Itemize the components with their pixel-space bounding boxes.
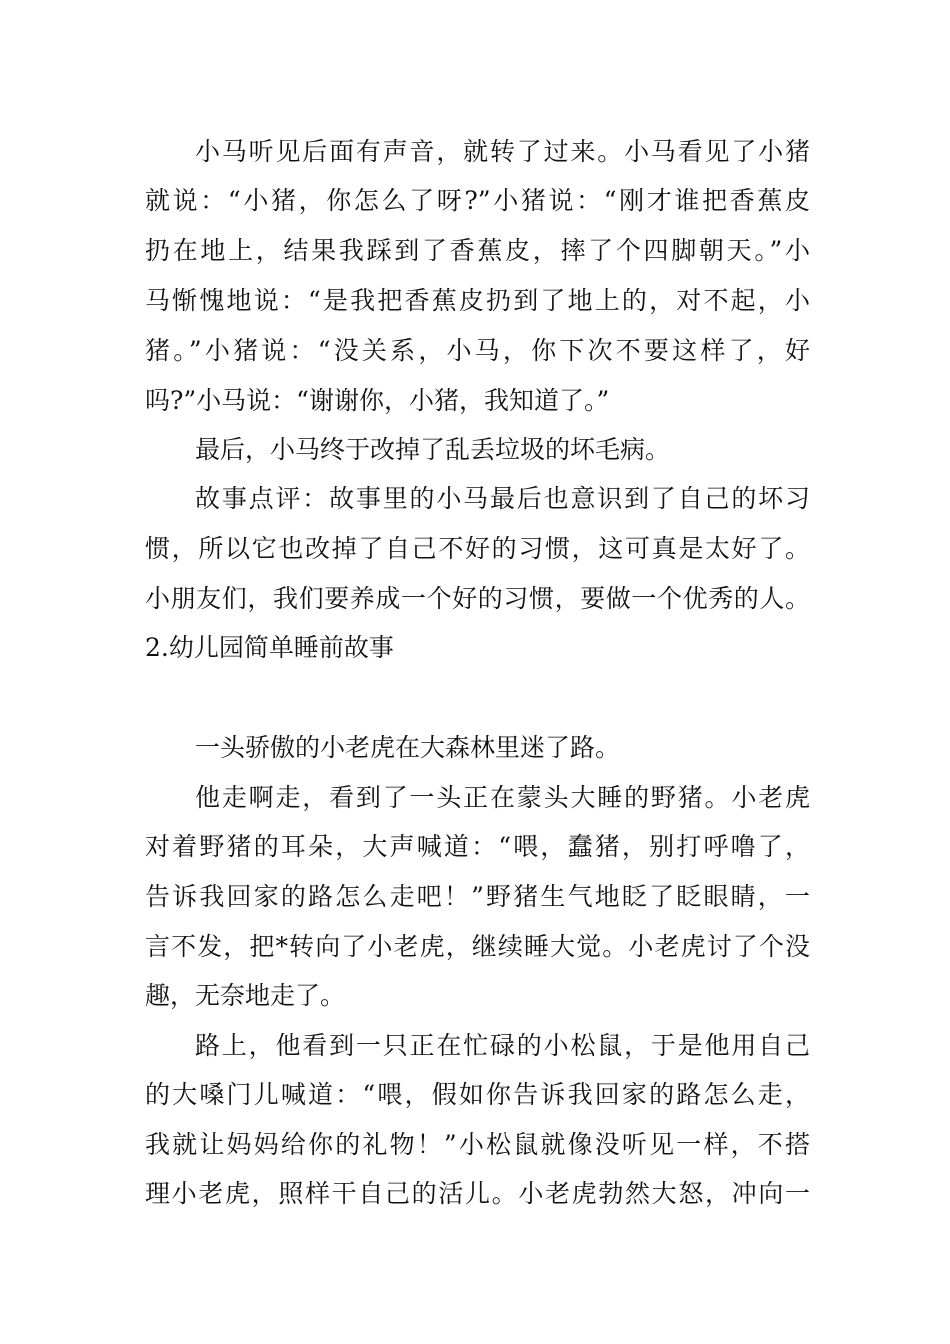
text-line: 趣，无奈地走了。: [145, 981, 346, 1010]
text-line: 我就让妈妈给你的礼物！”小松鼠就像没听见一样，不搭: [145, 1130, 810, 1159]
text-line: 马惭愧地说：“是我把香蕉皮扔到了地上的，对不起，小: [145, 286, 810, 315]
text-line: 的大嗓门儿喊道：“喂，假如你告诉我回家的路怎么走，: [145, 1080, 810, 1109]
review-line: 惯，所以它也改掉了自己不好的习惯，这可真是太好了。: [145, 534, 810, 563]
text-line: 理小老虎，照样干自己的活儿。小老虎勃然大怒，冲向一: [145, 1179, 810, 1208]
text-line: 对着野猪的耳朵，大声喊道：“喂，蠢猪，别打呼噜了，: [145, 832, 810, 861]
text-line: 最后，小马终于改掉了乱丢垃圾的坏毛病。: [195, 435, 671, 464]
text-line: 一头骄傲的小老虎在大森林里迷了路。: [195, 733, 621, 762]
text-line: 言不发，把*转向了小老虎，继续睡大觉。小老虎讨了个没: [145, 932, 810, 961]
section-heading: 2.幼儿园简单睡前故事: [145, 633, 394, 662]
text-line: 路上，他看到一只正在忙碌的小松鼠，于是他用自己: [195, 1031, 810, 1060]
text-line: 扔在地上，结果我踩到了香蕉皮，摔了个四脚朝天。”小: [145, 236, 810, 265]
text-line: 他走啊走，看到了一头正在蒙头大睡的野猪。小老虎: [195, 783, 810, 812]
text-line: 小马听见后面有声音，就转了过来。小马看见了小猪: [195, 137, 810, 166]
text-line: 告诉我回家的路怎么走吧！”野猪生气地眨了眨眼睛，一: [145, 882, 810, 911]
text-line: 吗?”小马说：“谢谢你，小猪，我知道了。”: [145, 386, 610, 415]
review-line: 故事点评：故事里的小马最后也意识到了自己的坏习: [195, 484, 810, 513]
review-line: 小朋友们，我们要养成一个好的习惯，要做一个优秀的人。: [145, 584, 810, 613]
text-line: 就说：“小猪，你怎么了呀?”小猪说：“刚才谁把香蕉皮: [145, 186, 810, 215]
text-line: 猪。”小猪说：“没关系，小马，你下次不要这样了，好: [145, 336, 810, 365]
